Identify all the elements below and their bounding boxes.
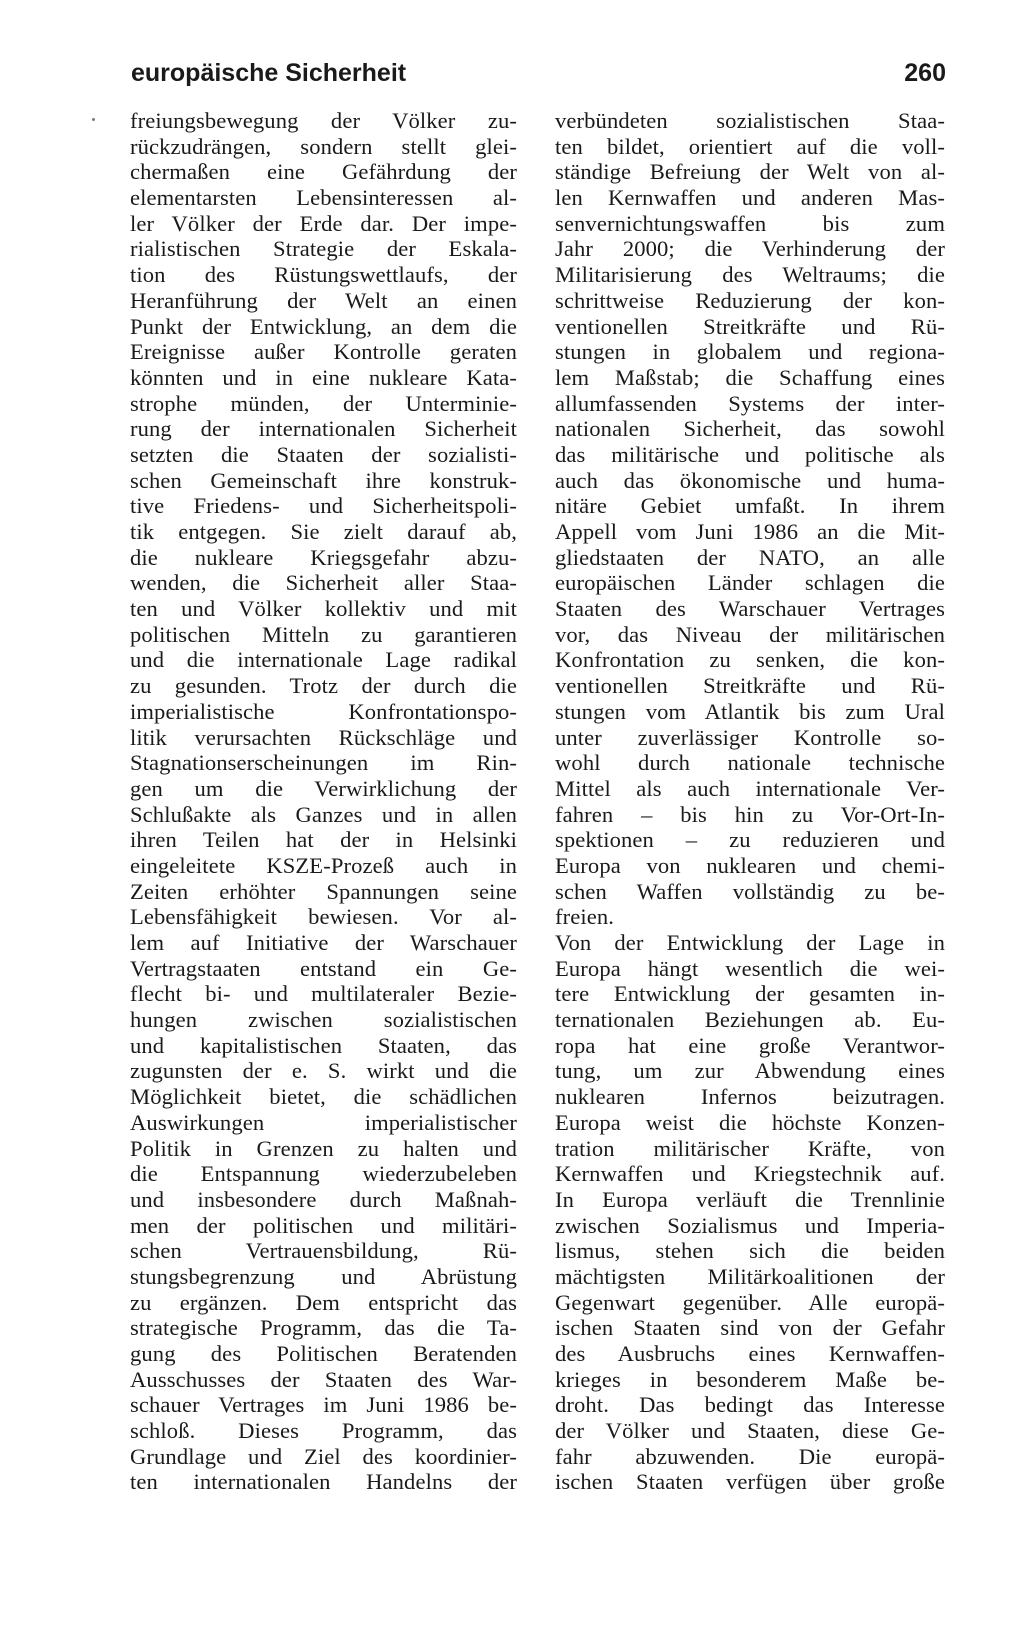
text-line: ihren Teilen hat der in Helsinki xyxy=(130,827,517,853)
text-line: ten und Völker kollektiv und mit xyxy=(130,596,517,622)
text-line: unter zuverlässiger Kontrolle so- xyxy=(555,724,945,750)
text-line: das militärische und politische als xyxy=(555,441,945,467)
text-line: tere Entwicklung der gesamten in- xyxy=(555,981,945,1007)
text-line: Grundlage und Ziel des koordinier- xyxy=(130,1443,517,1469)
text-line: Europa von nuklearen und chemi- xyxy=(555,852,945,878)
text-line: stungen vom Atlantik bis zum Ural xyxy=(555,698,945,724)
text-line: ten bildet, orientiert auf die voll- xyxy=(555,133,945,159)
text-line: zu gesunden. Trotz der durch die xyxy=(130,673,517,699)
text-line: zu ergänzen. Dem entspricht das xyxy=(130,1289,517,1315)
text-line: gung des Politischen Beratenden xyxy=(130,1341,517,1366)
text-line: Staaten des Warschauer Vertrages xyxy=(555,596,945,622)
text-column-right xyxy=(555,108,945,1495)
text-line: mächtigsten Militärkoalitionen der xyxy=(555,1263,945,1289)
text-line: flecht bi- und multilateraler Bezie- xyxy=(130,981,517,1007)
text-line: lismus, stehen sich die beiden xyxy=(555,1238,945,1264)
text-line: fahr abzuwenden. Die europä- xyxy=(555,1443,945,1469)
text-line: verbündeten sozialistischen Staa- xyxy=(555,108,945,133)
text-line: rialistischen Strategie der Eskala- xyxy=(130,236,517,262)
text-line: ventionellen Streitkräfte und Rü- xyxy=(555,313,945,339)
text-line: Möglichkeit bietet, die schädlichen xyxy=(130,1084,517,1110)
text-line: men der politischen und militäri- xyxy=(130,1212,517,1238)
text-line: hungen zwischen sozialistischen xyxy=(130,1007,517,1033)
text-line: ständige Befreiung der Welt von al- xyxy=(555,159,945,185)
text-line: Konfrontation zu senken, die kon- xyxy=(555,647,945,673)
text-line: schrittweise Reduzierung der kon- xyxy=(555,287,945,313)
text-line: ler Völker der Erde dar. Der impe- xyxy=(130,210,517,236)
text-line: schen Waffen vollständig zu be- xyxy=(555,878,945,904)
text-line: Stagnationserscheinungen im Rin- xyxy=(130,750,517,776)
text-line: der Völker und Staaten, diese Ge- xyxy=(555,1418,945,1444)
text-line: wohl durch nationale technische xyxy=(555,750,945,776)
text-line: und insbesondere durch Maßnah- xyxy=(130,1186,517,1212)
text-line: freiungsbewegung der Völker zu- xyxy=(130,108,517,133)
page-number: 260 xyxy=(904,59,946,87)
text-line: schauer Vertrages im Juni 1986 be- xyxy=(130,1392,517,1418)
text-line: senvernichtungswaffen bis zum xyxy=(555,210,945,236)
text-line: strategische Programm, das die Ta- xyxy=(130,1315,517,1341)
text-line: zugunsten der e. S. wirkt und die xyxy=(130,1058,517,1084)
text-line: Gegenwart gegenüber. Alle europä- xyxy=(555,1289,945,1315)
text-line: Punkt der Entwicklung, an dem die xyxy=(130,313,517,339)
text-line: lem auf Initiative der Warschauer xyxy=(130,930,517,955)
text-line: schen Vertrauensbildung, Rü- xyxy=(130,1238,517,1264)
text-line: schen Gemeinschaft ihre konstruk- xyxy=(130,467,517,493)
text-line: ropa hat eine große Verantwor- xyxy=(555,1032,945,1058)
text-line: tik entgegen. Sie zielt darauf ab, xyxy=(130,519,517,544)
text-line: imperialistische Konfrontationspo- xyxy=(130,698,517,724)
text-column-left xyxy=(130,108,517,1495)
text-line: Militarisierung des Weltraums; die xyxy=(555,262,945,288)
text-line: des Ausbruchs eines Kernwaffen- xyxy=(555,1341,945,1366)
text-line: strophe münden, der Unterminie- xyxy=(130,390,517,416)
text-line: Heranführung der Welt an einen xyxy=(130,287,517,313)
text-line: Von der Entwicklung der Lage in xyxy=(555,930,945,955)
text-line: und kapitalistischen Staaten, das xyxy=(130,1032,517,1058)
text-line: Schlußakte als Ganzes und in allen xyxy=(130,801,517,827)
text-line: die nukleare Kriegsgefahr abzu- xyxy=(130,544,517,570)
text-line: rung der internationalen Sicherheit xyxy=(130,416,517,442)
text-line: droht. Das bedingt das Interesse xyxy=(555,1392,945,1418)
text-line: eingeleitete KSZE-Prozeß auch in xyxy=(130,852,517,878)
text-line: ten internationalen Handelns der xyxy=(130,1469,517,1495)
text-line: setzten die Staaten der sozialisti- xyxy=(130,441,517,467)
text-line: freien. xyxy=(555,904,615,930)
text-line: Europa weist die höchste Konzen- xyxy=(555,1109,945,1135)
text-line: Kernwaffen und Kriegstechnik auf. xyxy=(555,1161,945,1187)
text-line: Politik in Grenzen zu halten und xyxy=(130,1135,517,1161)
text-line: litik verursachten Rückschläge und xyxy=(130,724,517,750)
text-line: Jahr 2000; die Verhinderung der xyxy=(555,236,945,262)
text-line: nitäre Gebiet umfaßt. In ihrem xyxy=(555,493,945,519)
text-line: tung, um zur Abwendung eines xyxy=(555,1058,945,1084)
text-line: die Entspannung wiederzubeleben xyxy=(130,1161,517,1187)
text-line: ischen Staaten verfügen über große xyxy=(555,1469,945,1495)
text-line: krieges in besonderem Maße be- xyxy=(555,1366,945,1392)
text-line: fahren – bis hin zu Vor-Ort-In- xyxy=(555,801,945,827)
text-line: Europa hängt wesentlich die wei- xyxy=(555,955,945,981)
text-line: Ereignisse außer Kontrolle geraten xyxy=(130,339,517,365)
text-line: allumfassenden Systems der inter- xyxy=(555,390,945,416)
text-line: ventionellen Streitkräfte und Rü- xyxy=(555,673,945,699)
text-line: ischen Staaten sind von der Gefahr xyxy=(555,1315,945,1341)
text-line: Ausschusses der Staaten des War- xyxy=(130,1366,517,1392)
text-line: elementarsten Lebensinteressen al- xyxy=(130,185,517,211)
text-line: tive Friedens- und Sicherheitspoli- xyxy=(130,493,517,519)
text-line: In Europa verläuft die Trennlinie xyxy=(555,1186,945,1212)
text-line: Mittel als auch internationale Ver- xyxy=(555,775,945,801)
text-line: gliedstaaten der NATO, an alle xyxy=(555,544,945,570)
text-line: vor, das Niveau der militärischen xyxy=(555,621,945,647)
text-line: lem Maßstab; die Schaffung eines xyxy=(555,364,945,390)
text-line: stungen in globalem und regiona- xyxy=(555,339,945,365)
text-line: nationalen Sicherheit, das sowohl xyxy=(555,416,945,442)
text-line: Zeiten erhöhter Spannungen seine xyxy=(130,878,517,904)
text-line: rückzudrängen, sondern stellt glei- xyxy=(130,133,517,159)
running-header xyxy=(131,56,946,90)
text-line: könnten und in eine nukleare Kata- xyxy=(130,364,517,390)
text-line: gen um die Verwirklichung der xyxy=(130,775,517,801)
text-line: wenden, die Sicherheit aller Staa- xyxy=(130,570,517,596)
text-line: und die internationale Lage radikal xyxy=(130,647,517,673)
text-line: schloß. Dieses Programm, das xyxy=(130,1418,517,1444)
text-line: chermaßen eine Gefährdung der xyxy=(130,159,517,185)
print-speck xyxy=(92,118,95,121)
text-line: len Kernwaffen und anderen Mas- xyxy=(555,185,945,211)
running-title: europäische Sicherheit xyxy=(131,59,407,87)
text-line: ternationalen Beziehungen ab. Eu- xyxy=(555,1007,945,1033)
text-line: tration militärischer Kräfte, von xyxy=(555,1135,945,1161)
text-line: Auswirkungen imperialistischer xyxy=(130,1109,517,1135)
text-line: europäischen Länder schlagen die xyxy=(555,570,945,596)
text-line: nuklearen Infernos beizutragen. xyxy=(555,1084,945,1110)
text-line: politischen Mitteln zu garantieren xyxy=(130,621,517,647)
text-line: spektionen – zu reduzieren und xyxy=(555,827,945,853)
text-line: auch das ökonomische und huma- xyxy=(555,467,945,493)
text-line: Vertragstaaten entstand ein Ge- xyxy=(130,955,517,981)
text-line: Appell vom Juni 1986 an die Mit- xyxy=(555,519,945,544)
text-line: tion des Rüstungswettlaufs, der xyxy=(130,262,517,288)
text-line: Lebensfähigkeit bewiesen. Vor al- xyxy=(130,904,517,930)
text-line: zwischen Sozialismus und Imperia- xyxy=(555,1212,945,1238)
text-line: stungsbegrenzung und Abrüstung xyxy=(130,1263,517,1289)
